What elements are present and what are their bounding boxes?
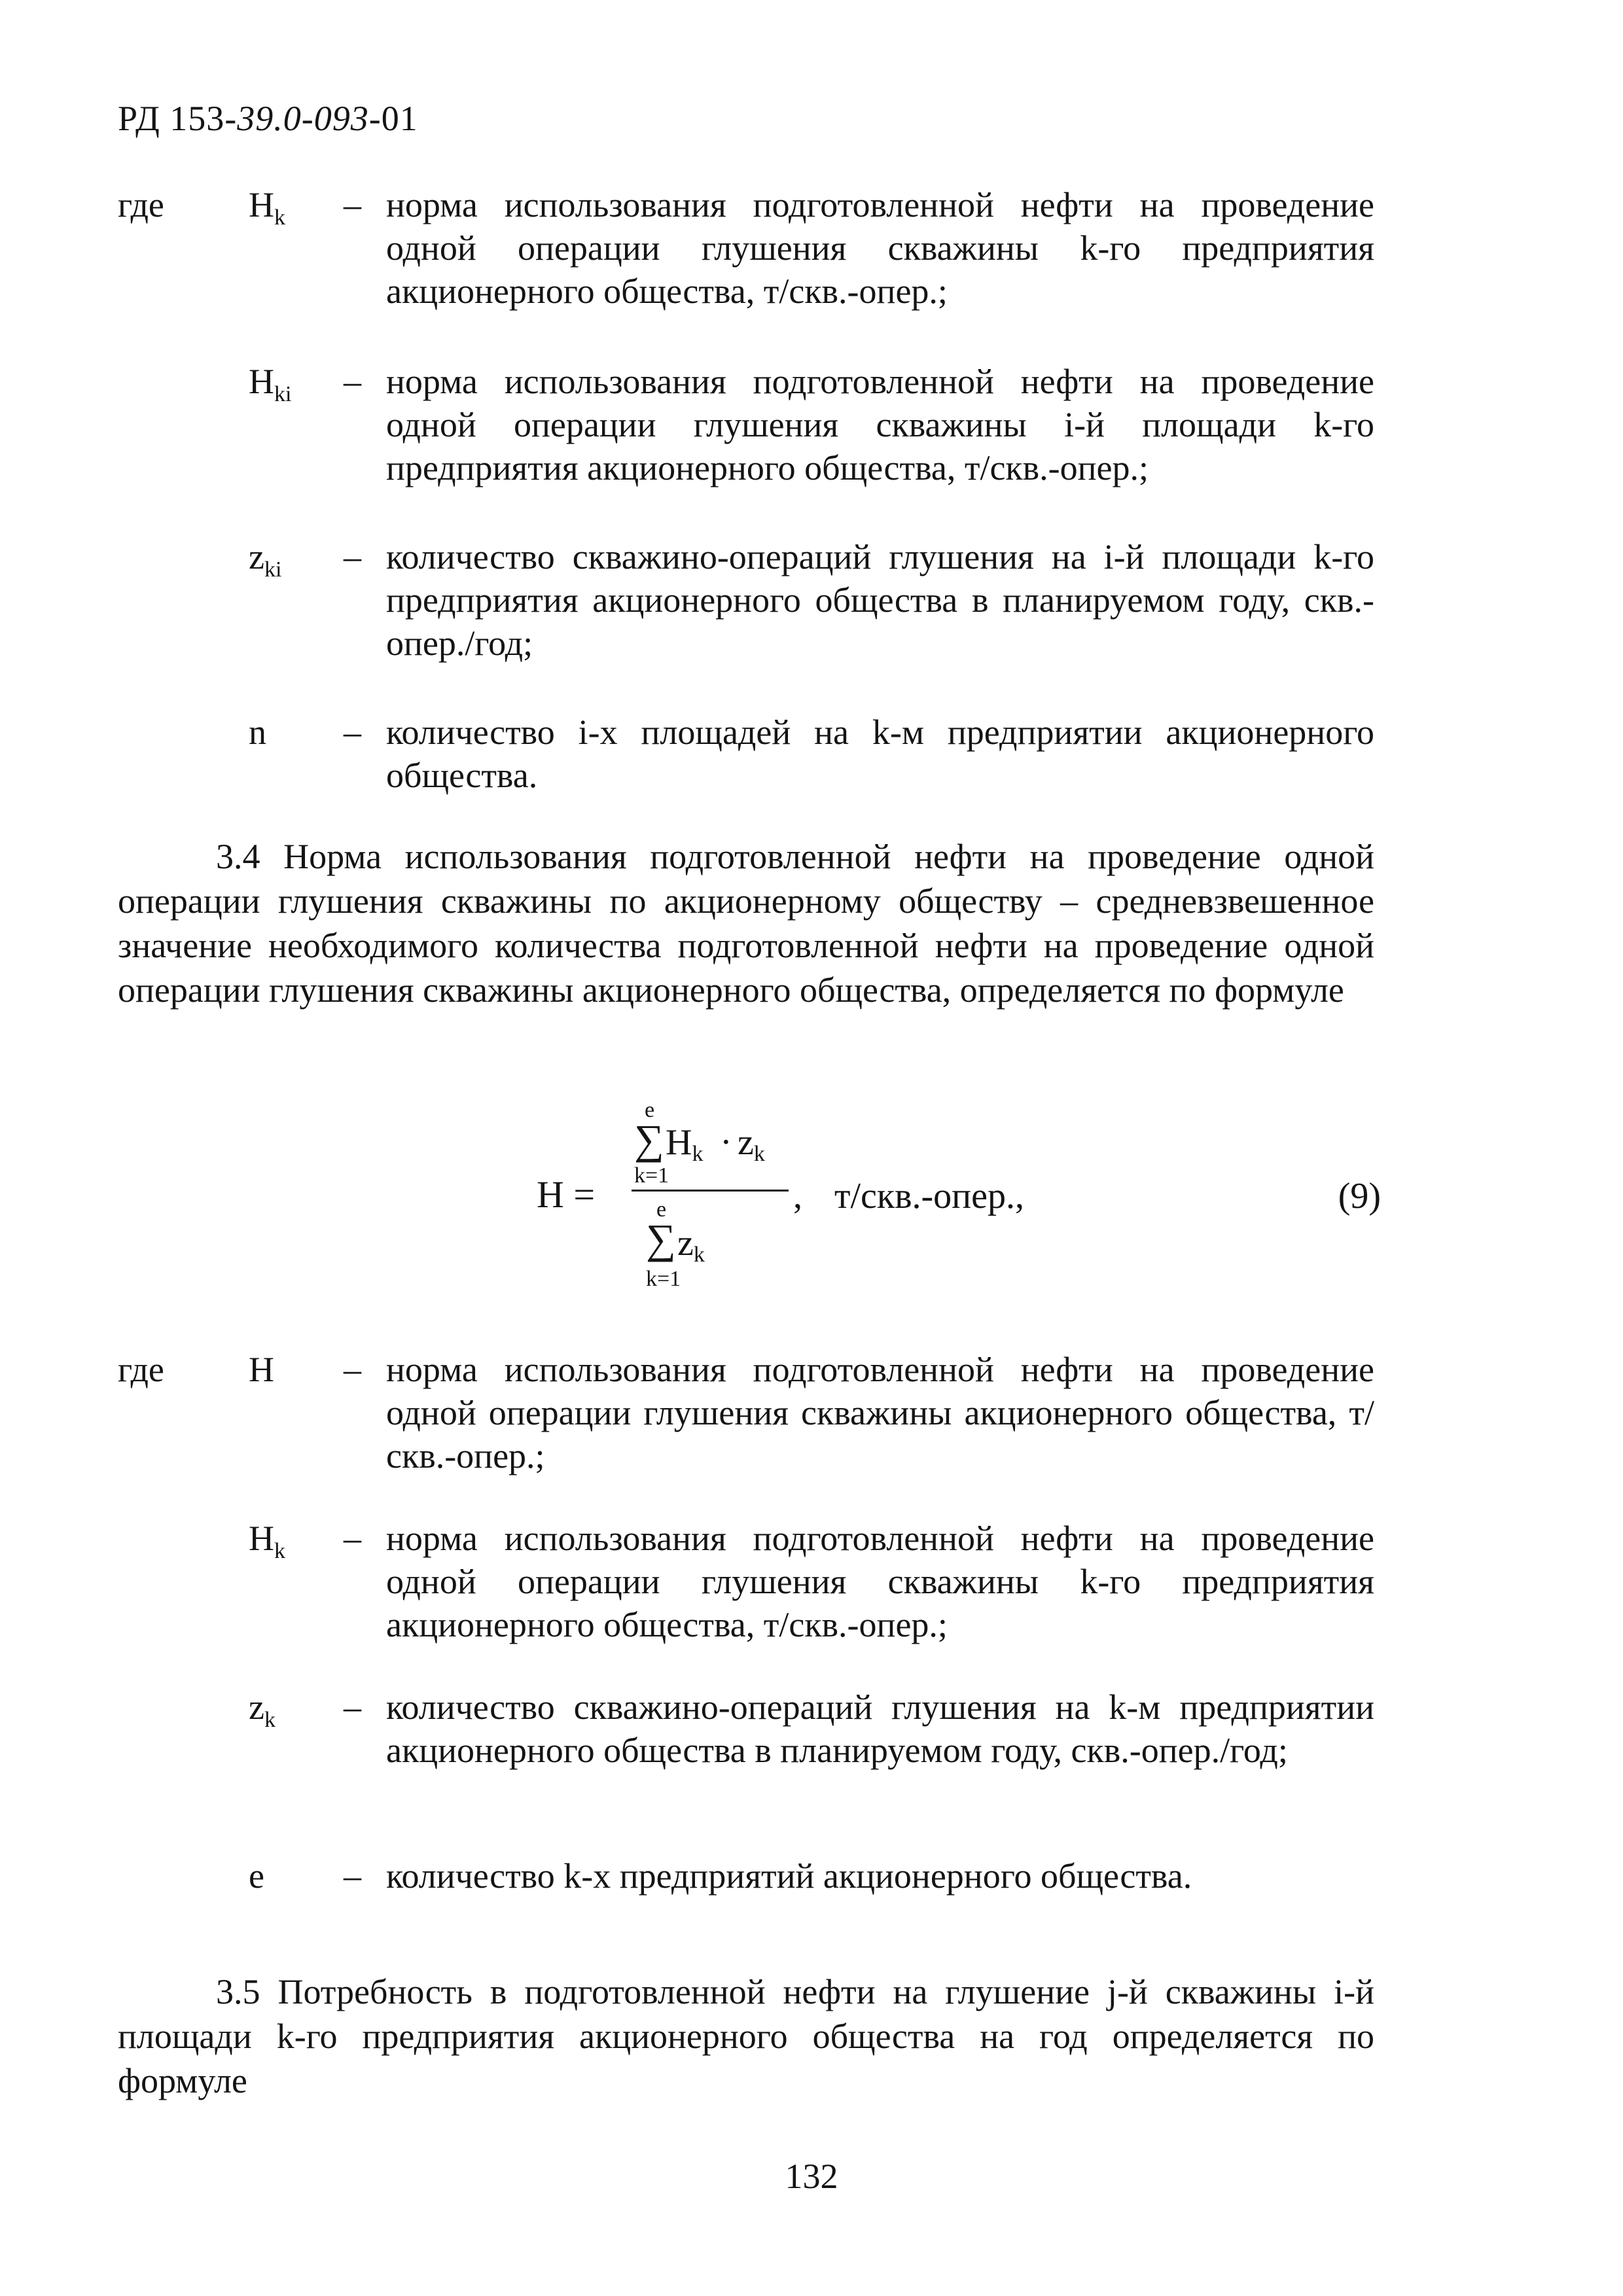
paragraph-3-4: 3.4 Норма использования подготовленной нефти на проведение одной операции глушения скважины по акционерному обществу – средневзвешенное значение необходимого количества подготовленной нефти на проведение одной операции глушения скважины акционерного общества, определяется по формуле: [118, 837, 1374, 1010]
sum-lower-limit: k=1: [634, 1163, 669, 1188]
definition-symbol: e: [249, 1856, 264, 1896]
dash: –: [344, 1350, 361, 1389]
definition-item: [118, 1686, 1374, 1854]
definition-text: количество i-х площадей на k-м предприятии акционерного общества.: [386, 713, 1374, 795]
numerator-z: $z_k$: [738, 1122, 765, 1166]
definition-item: [118, 1854, 1374, 1907]
paragraph-3-5: 3.5 Потребность в подготовленной нефти на глушение j-й скважины i-й площади k-го предприятия акционерного общества на год определяется по формуле: [118, 1972, 1374, 2100]
page-number: 132: [785, 2157, 838, 2196]
definition-item: [118, 1517, 1374, 1686]
document-code: [118, 98, 418, 139]
definitions-list-2: [118, 1348, 1374, 1907]
sum-symbol: ∑: [646, 1216, 676, 1262]
dash: –: [344, 185, 361, 224]
definition-item: [118, 1348, 1374, 1517]
numerator-h: $Н_k$: [666, 1122, 704, 1166]
formula-units: т/скв.-опер.,: [834, 1176, 1025, 1216]
definition-text: норма использования подготовленной нефти на проведение одной операции глушения скважины k-го предприятия акционерного общества, т/скв.-опер.;: [386, 1519, 1374, 1644]
dash: –: [344, 362, 361, 401]
definition-symbol: $Н_k$: [249, 185, 285, 230]
dash: –: [344, 1856, 361, 1896]
formula-fraction: [625, 1099, 795, 1322]
definition-text: норма использования подготовленной нефти на проведение одной операции глушения скважины k-го предприятия акционерного общества, т/скв.-опер.;: [386, 185, 1374, 311]
definition-item: [118, 360, 1374, 535]
formula-comma: ,: [793, 1176, 802, 1216]
dash: –: [344, 713, 361, 752]
fraction-bar: [632, 1190, 789, 1192]
where-label: где: [118, 1350, 164, 1389]
sum-symbol: ∑: [634, 1116, 664, 1163]
dash: –: [344, 1687, 361, 1727]
definition-item: [118, 183, 1374, 360]
sum-lower-limit: k=1: [646, 1267, 681, 1291]
definition-symbol: $z_{ki}$: [249, 537, 282, 582]
dash: –: [344, 537, 361, 576]
definition-symbol: Н: [249, 1350, 274, 1389]
denominator-z: $z_k$: [677, 1223, 705, 1267]
document-code-prefix: РД 153-: [118, 99, 238, 138]
formula-9: [537, 1099, 1381, 1322]
definition-text: количество скважино-операций глушения на i-й площади k-го предприятия акционерного общества в планируемом году, скв.-опер./год;: [386, 537, 1374, 663]
definition-symbol: $Н_{ki}$: [249, 362, 292, 406]
equation-number: (9): [1338, 1176, 1381, 1216]
sum-upper-limit: e: [645, 1098, 655, 1122]
formula-lhs: Н =: [537, 1173, 596, 1216]
definition-item: [118, 711, 1374, 802]
sum-upper-limit: e: [656, 1197, 667, 1222]
definition-text: количество скважино-операций глушения на k-м предприятии акционерного общества в планируемом году, скв.-опер./год;: [386, 1687, 1374, 1770]
definition-symbol: n: [249, 713, 266, 752]
definition-symbol: $Н_k$: [249, 1519, 285, 1563]
definition-symbol: $z_k$: [249, 1687, 276, 1732]
definition-text: количество k-х предприятий акционерного общества.: [386, 1856, 1192, 1896]
dash: –: [344, 1519, 361, 1558]
document-code-suffix: 01: [381, 99, 418, 138]
document-code-handwritten: 39.0-093-: [237, 99, 382, 138]
multiply-dot: ·: [720, 1122, 732, 1163]
definitions-list-1: [118, 183, 1374, 802]
definition-text: норма использования подготовленной нефти на проведение одной операции глушения скважины i-й площади k-го предприятия акционерного общества, т/скв.-опер.;: [386, 362, 1374, 487]
definition-text: норма использования подготовленной нефти на проведение одной операции глушения скважины акционерного общества, т/скв.-опер.;: [386, 1350, 1374, 1475]
where-label: где: [118, 185, 164, 224]
definition-item: [118, 535, 1374, 711]
